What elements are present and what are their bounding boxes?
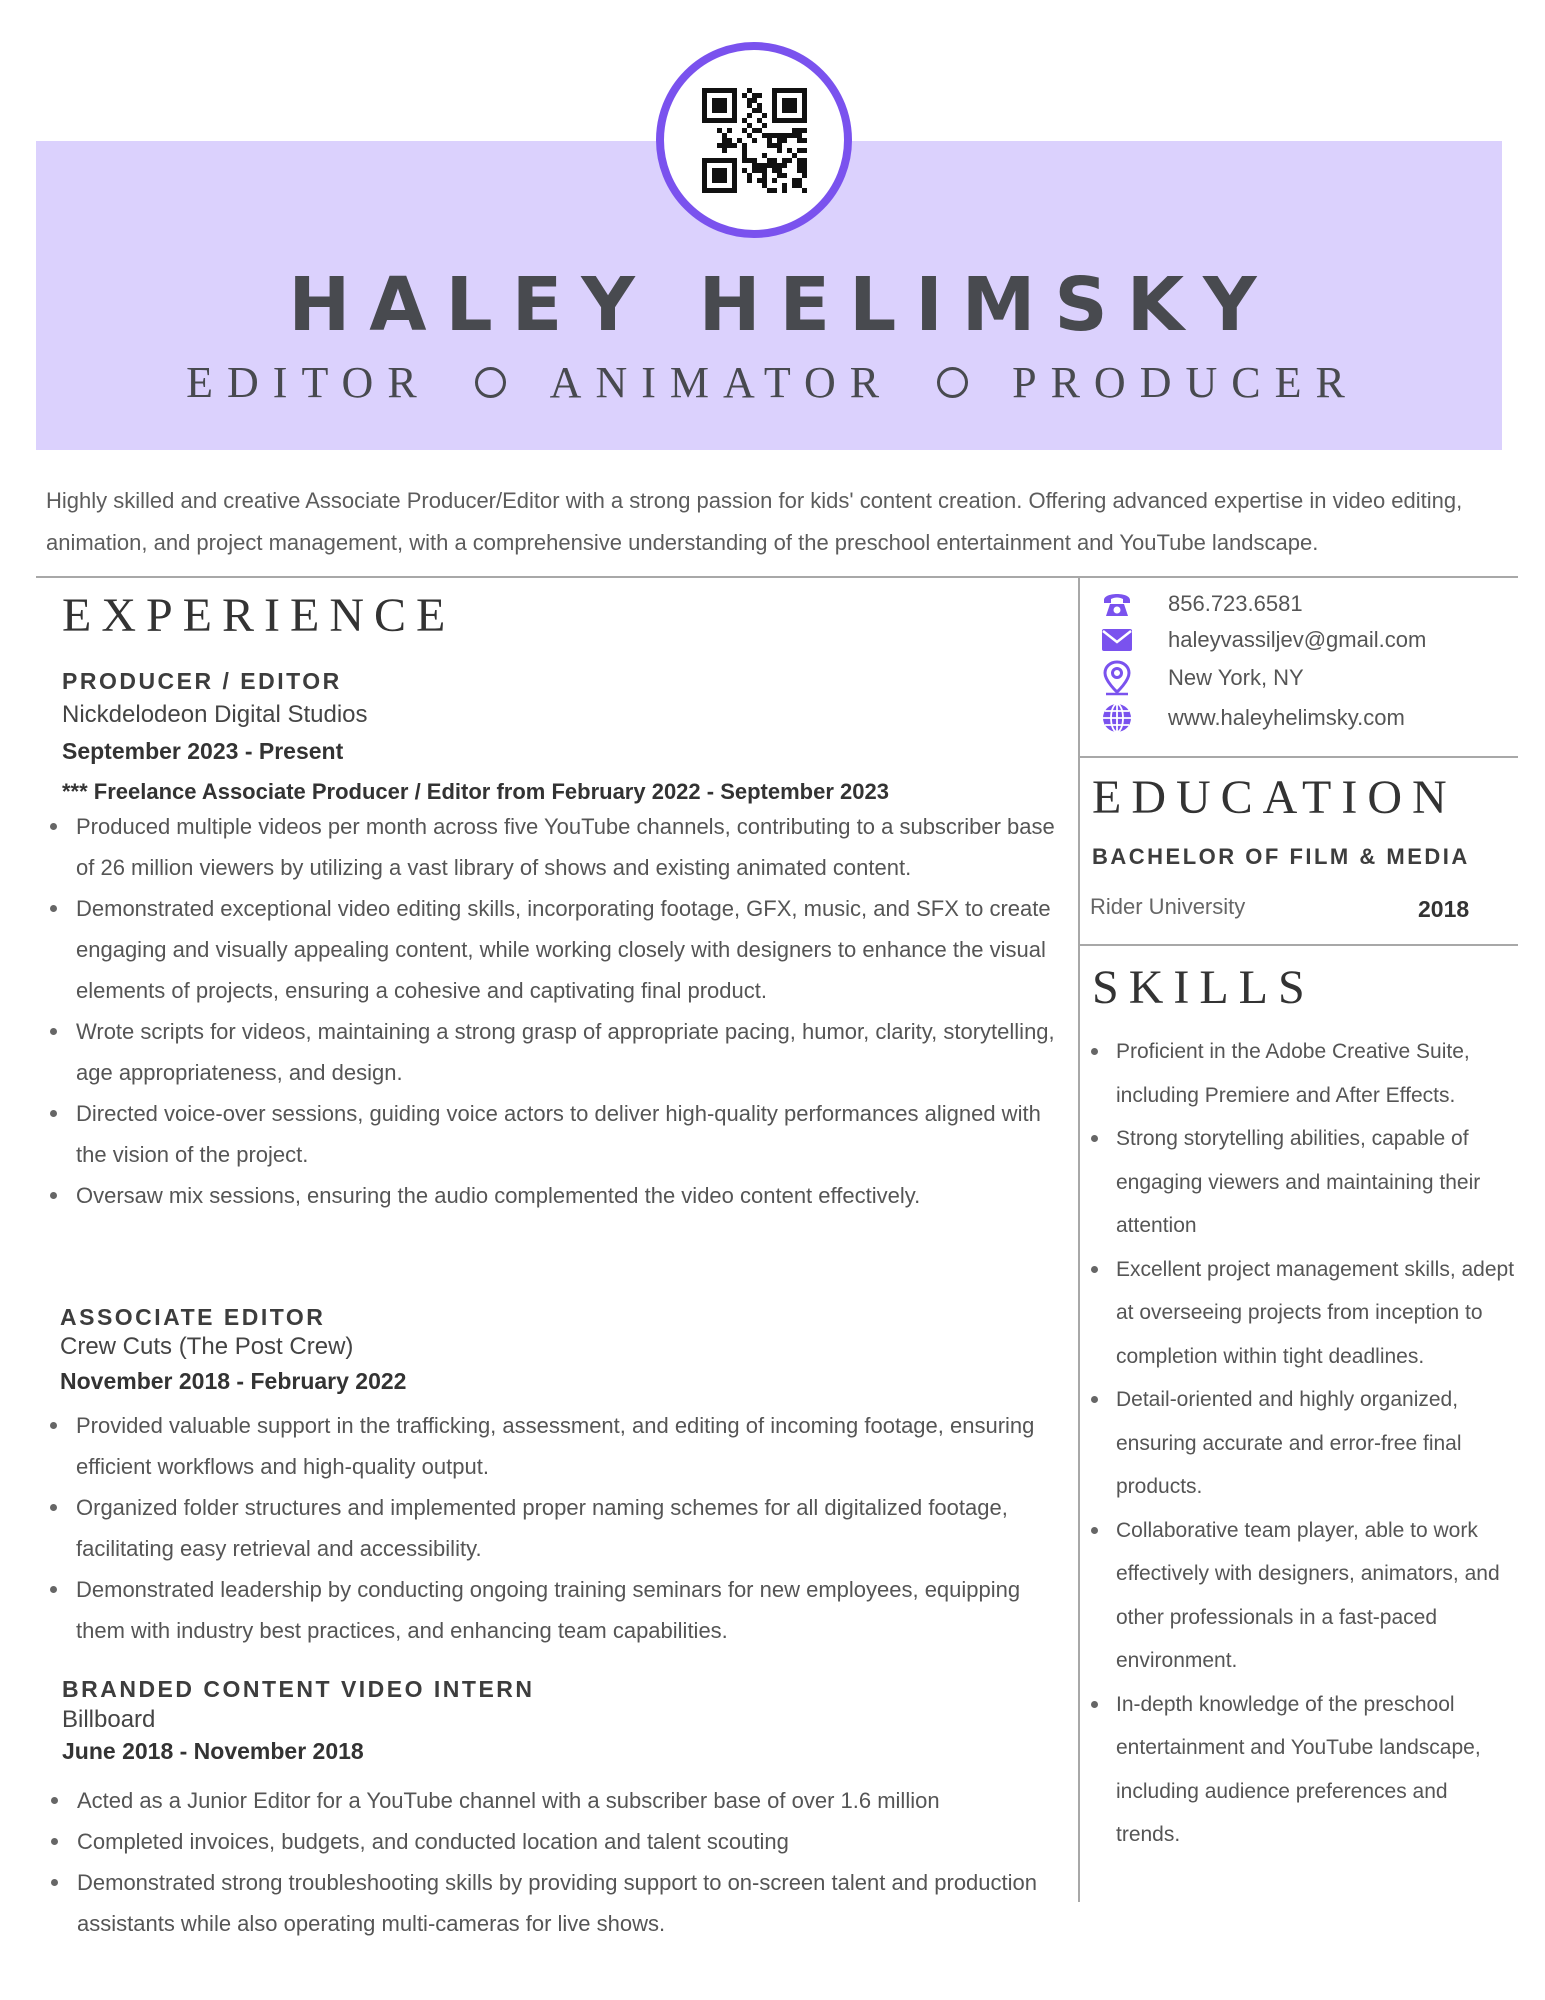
list-item: Proficient in the Adobe Creative Suite, including Premiere and After Effects. (1086, 1030, 1516, 1117)
skills-list (1086, 1030, 1516, 1857)
qr-code-badge[interactable] (656, 42, 852, 238)
education-heading: EDUCATION (1092, 771, 1457, 824)
contact-email (1100, 622, 1427, 658)
list-item: Directed voice-over sessions, guiding voice actors to deliver high-quality performances aligned with the vision of the project. (46, 1093, 1056, 1175)
website-link[interactable]: www.haleyhelimsky.com (1168, 705, 1405, 730)
experience-heading: EXPERIENCE (62, 589, 456, 642)
role-producer: PRODUCER (1012, 358, 1359, 407)
skills-heading: SKILLS (1092, 961, 1315, 1014)
location-pin-icon (1100, 661, 1134, 695)
phone-icon (1100, 587, 1134, 621)
job-dates: September 2023 - Present (62, 738, 344, 764)
circle-separator-icon (937, 367, 968, 398)
company-name: Nickdelodeon Digital Studios (62, 701, 368, 728)
job-title: BRANDED CONTENT VIDEO INTERN (62, 1676, 535, 1702)
job-dates: November 2018 - February 2022 (60, 1368, 407, 1394)
contact-divider (1078, 756, 1518, 758)
list-item: Completed invoices, budgets, and conducted location and talent scouting (47, 1821, 1057, 1862)
contact-location (1100, 660, 1304, 696)
location-text: New York, NY (1168, 665, 1304, 690)
globe-icon (1100, 701, 1134, 735)
school-name: Rider University (1090, 894, 1246, 919)
mail-icon (1100, 623, 1134, 657)
job-bullets (46, 1405, 1056, 1651)
job-title: PRODUCER / EDITOR (62, 668, 342, 694)
list-item: Acted as a Junior Editor for a YouTube channel with a subscriber base of over 1.6 million (47, 1780, 1057, 1821)
list-item: Oversaw mix sessions, ensuring the audio complemented the video content effectively. (46, 1175, 1056, 1216)
list-item: Wrote scripts for videos, maintaining a strong grasp of appropriate pacing, humor, clarity, storytelling, age appropriateness, and design. (46, 1011, 1056, 1093)
role-animator: ANIMATOR (549, 358, 894, 407)
contact-website (1100, 700, 1405, 736)
list-item: Collaborative team player, able to work effectively with designers, animators, and other professionals in a fast-paced environment. (1086, 1509, 1516, 1683)
company-name: Billboard (62, 1706, 156, 1733)
freelance-note: *** Freelance Associate Producer / Editor from February 2022 - September 2023 (62, 779, 889, 804)
list-item: Excellent project management skills, adept at overseeing projects from inception to completion within tight deadlines. (1086, 1248, 1516, 1379)
list-item: Strong storytelling abilities, capable of engaging viewers and maintaining their attention (1086, 1117, 1516, 1248)
candidate-name: HALEY HELIMSKY (288, 262, 1276, 348)
graduation-year: 2018 (1418, 896, 1470, 922)
role-editor: EDITOR (186, 358, 431, 407)
qr-code-icon[interactable] (702, 88, 807, 193)
list-item: In-depth knowledge of the preschool entertainment and YouTube landscape, including audience preferences and trends. (1086, 1683, 1516, 1857)
phone-number[interactable]: 856.723.6581 (1168, 591, 1303, 616)
job-bullets (47, 1780, 1057, 1944)
summary-divider (36, 576, 1518, 578)
list-item: Organized folder structures and implemented proper naming schemes for all digitalized footage, facilitating easy retrieval and accessibility. (46, 1487, 1056, 1569)
company-name: Crew Cuts (The Post Crew) (60, 1333, 354, 1360)
professional-summary: Highly skilled and creative Associate Producer/Editor with a strong passion for kids' content creation. Offering advanced expertise in video editing, animation, and project management, with a comprehensive understanding of the preschool entertainment and YouTube landscape. (46, 488, 1463, 555)
list-item: Provided valuable support in the trafficking, assessment, and editing of incoming footage, ensuring efficient workflows and high-quality output. (46, 1405, 1056, 1487)
email-address[interactable]: haleyvassiljev@gmail.com (1168, 627, 1427, 652)
list-item: Detail-oriented and highly organized, ensuring accurate and error-free final products. (1086, 1378, 1516, 1509)
list-item: Demonstrated strong troubleshooting skills by providing support to on-screen talent and production assistants while also operating multi-cameras for live shows. (47, 1862, 1057, 1944)
job-title: ASSOCIATE EDITOR (60, 1304, 326, 1330)
job-bullets (46, 806, 1056, 1216)
role-list (0, 357, 1545, 408)
list-item: Demonstrated leadership by conducting ongoing training seminars for new employees, equipping them with industry best practices, and enhancing team capabilities. (46, 1569, 1056, 1651)
list-item: Produced multiple videos per month across five YouTube channels, contributing to a subscriber base of 26 million viewers by utilizing a vast library of shows and existing animated content. (46, 806, 1056, 888)
job-dates: June 2018 - November 2018 (62, 1738, 364, 1764)
circle-separator-icon (475, 367, 506, 398)
list-item: Demonstrated exceptional video editing skills, incorporating footage, GFX, music, and SFX to create engaging and visually appealing content, while working closely with designers to enhance the visual elements of projects, ensuring a cohesive and captivating final product. (46, 888, 1056, 1011)
contact-phone (1100, 586, 1303, 622)
column-divider (1078, 576, 1080, 1902)
degree-title: BACHELOR OF FILM & MEDIA (1092, 844, 1470, 869)
education-divider (1078, 944, 1518, 946)
